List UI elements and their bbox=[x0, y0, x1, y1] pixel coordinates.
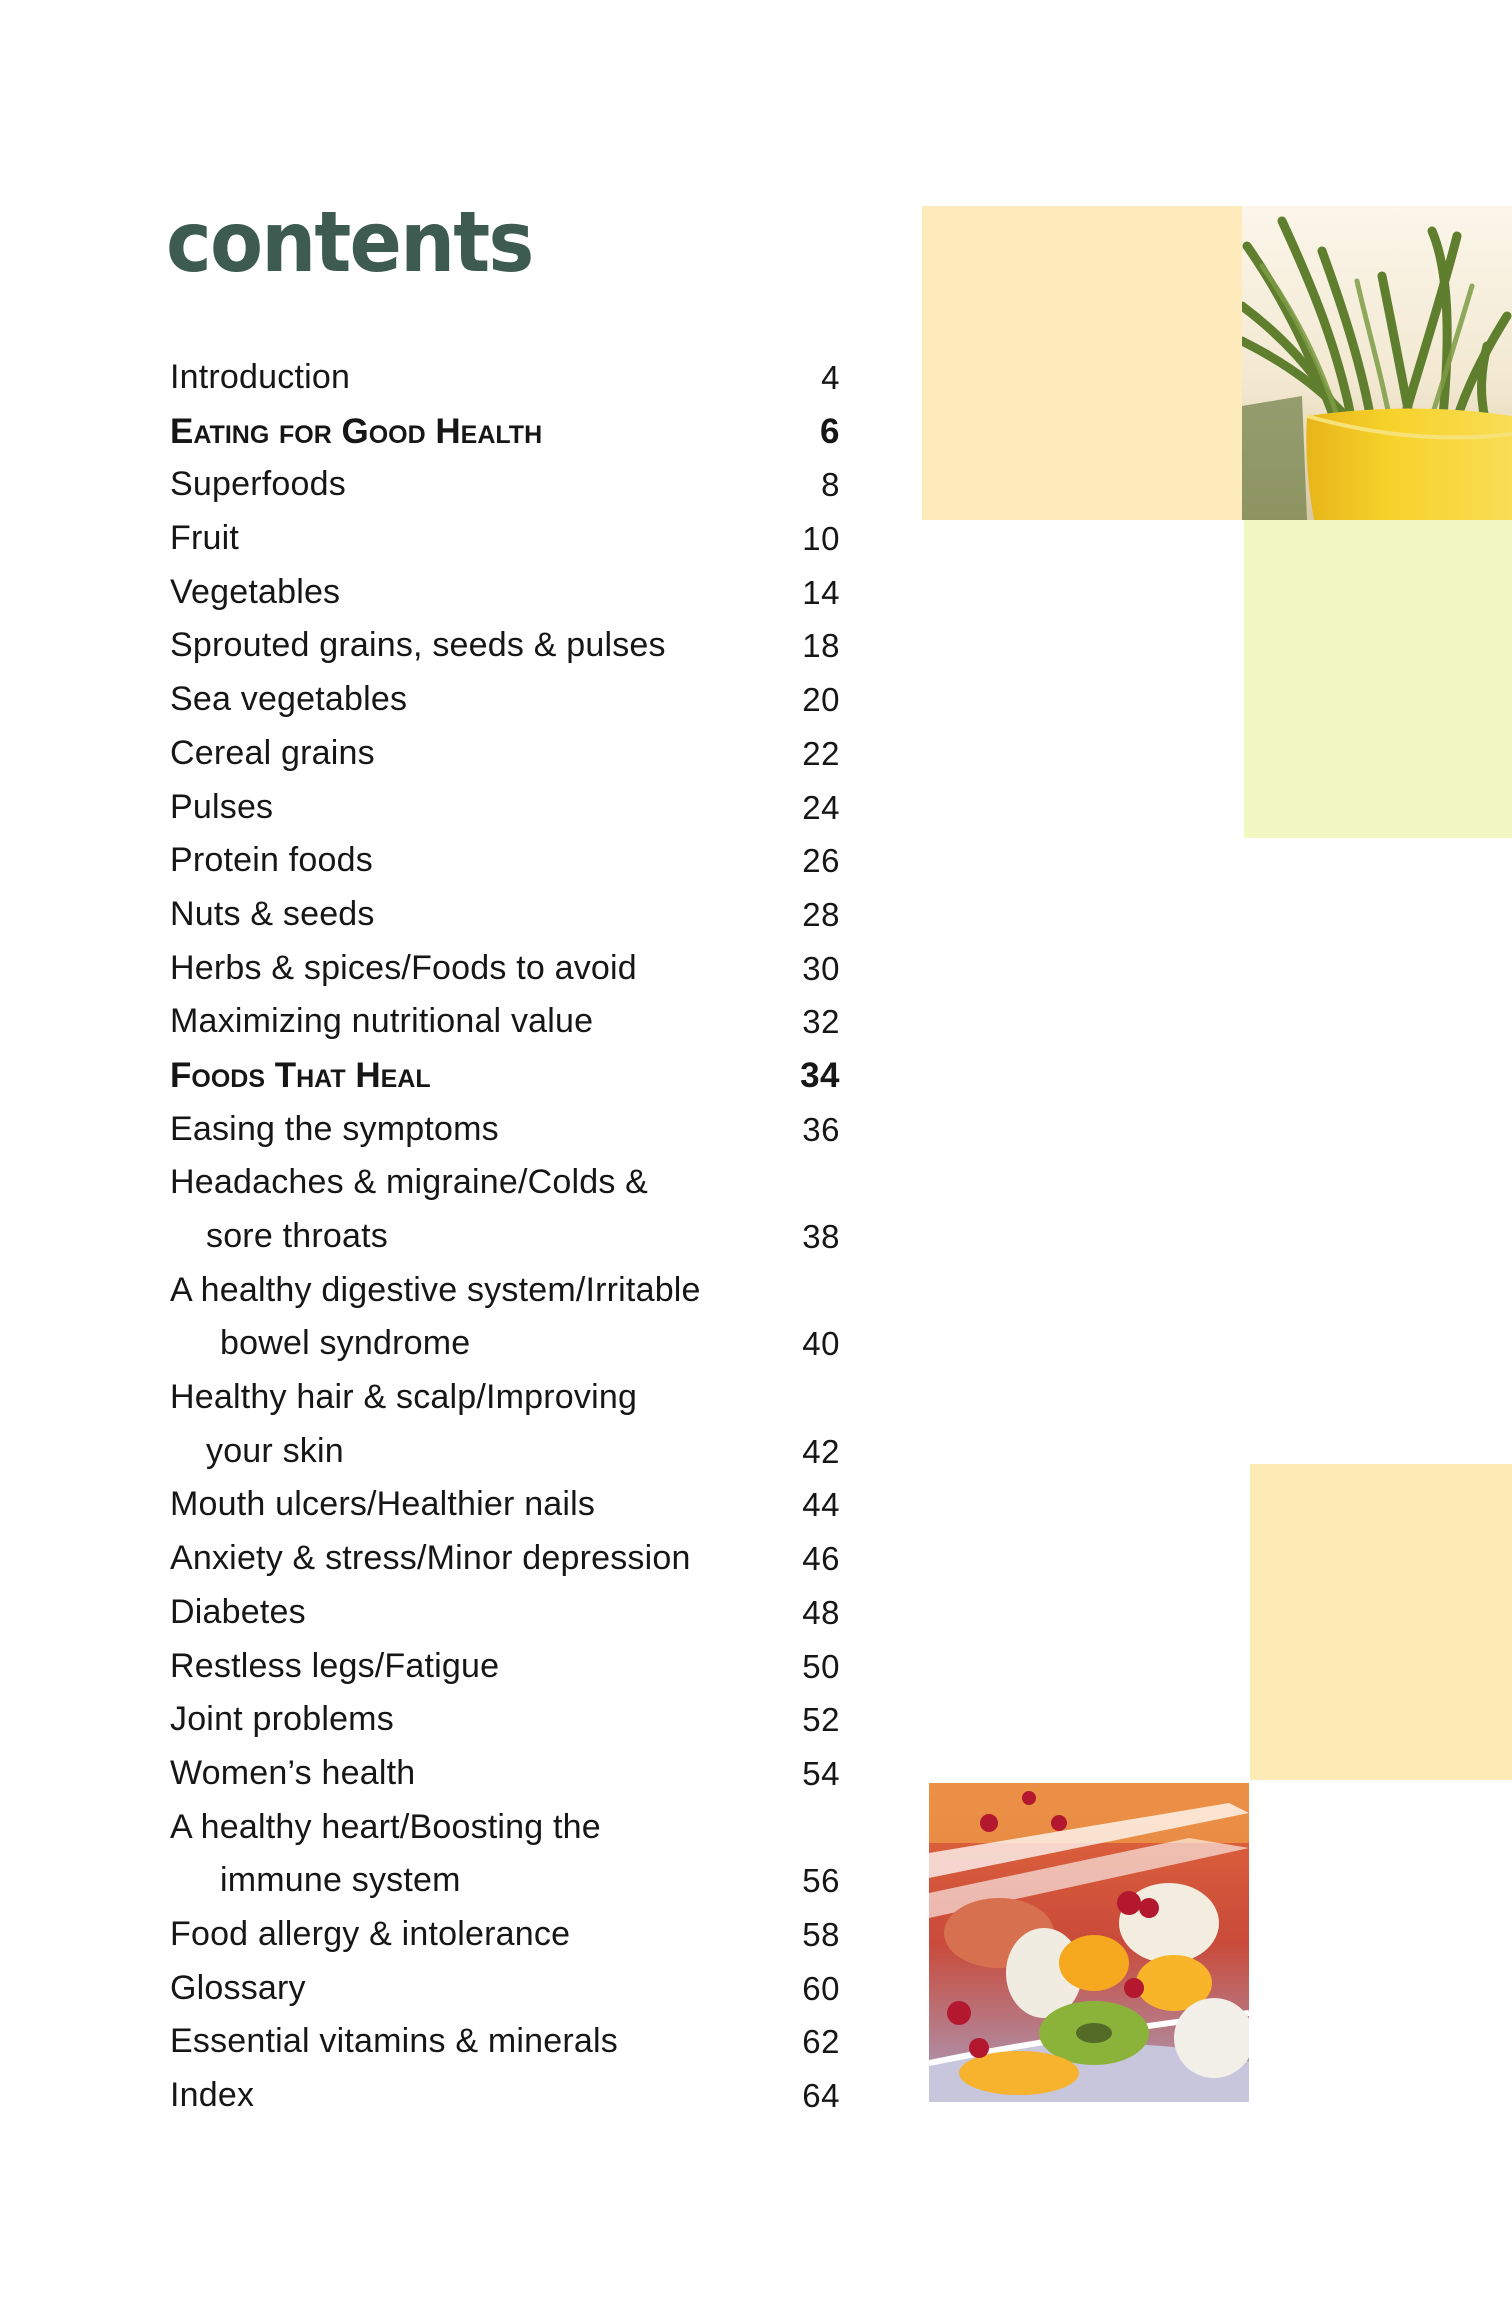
toc-entry-continuation-line: your skin bbox=[206, 1431, 344, 1470]
toc-entry-title bbox=[170, 834, 760, 888]
toc-page-number: 28 bbox=[802, 895, 840, 933]
toc-entry[interactable] bbox=[170, 2069, 840, 2123]
toc-page-number: 44 bbox=[802, 1486, 840, 1524]
toc-entry[interactable] bbox=[170, 942, 840, 996]
toc-entry[interactable] bbox=[170, 1532, 840, 1586]
toc-page-number: 22 bbox=[802, 734, 840, 772]
toc-entry-continuation-line: bowel syndrome bbox=[220, 1324, 471, 1363]
toc-page-number: 18 bbox=[802, 627, 840, 665]
decorative-green-block bbox=[1244, 520, 1512, 838]
toc-page-number: 56 bbox=[802, 1862, 840, 1900]
toc-entry[interactable] bbox=[170, 727, 840, 781]
toc-entry-title bbox=[170, 1747, 760, 1801]
toc-entry-line: Sprouted grains, seeds & pulses bbox=[170, 626, 666, 665]
toc-entry-title bbox=[170, 1962, 760, 2016]
toc-page-number: 20 bbox=[802, 681, 840, 719]
toc-entry-title bbox=[170, 566, 760, 620]
toc-entry-line: Superfoods bbox=[170, 465, 346, 504]
toc-entry-line: Introduction bbox=[170, 358, 351, 396]
toc-entry-title bbox=[170, 1049, 760, 1103]
toc-entry[interactable] bbox=[170, 1908, 840, 1962]
toc-entry[interactable] bbox=[170, 673, 840, 727]
toc-entry-line: Anxiety & stress/Minor depression bbox=[170, 1539, 691, 1578]
fruit-salad-image-icon bbox=[929, 1783, 1249, 2102]
toc-section-heading[interactable] bbox=[170, 405, 840, 459]
decorative-yellow-block-top bbox=[922, 206, 1242, 520]
toc-entry[interactable] bbox=[170, 1156, 840, 1263]
toc-page-number: 48 bbox=[802, 1593, 840, 1631]
toc-entry-continuation-line: sore throats bbox=[206, 1217, 388, 1255]
toc-entry[interactable] bbox=[170, 1586, 840, 1640]
toc-entry[interactable] bbox=[170, 2015, 840, 2069]
toc-page-number: 40 bbox=[802, 1325, 840, 1363]
toc-page-number: 4 bbox=[821, 359, 840, 396]
toc-page-number: 6 bbox=[820, 411, 840, 451]
toc-page-number: 46 bbox=[802, 1540, 840, 1578]
toc-entry[interactable] bbox=[170, 1962, 840, 2016]
toc-entry[interactable] bbox=[170, 1478, 840, 1532]
toc-entry-line: Mouth ulcers/Healthier nails bbox=[170, 1485, 596, 1524]
toc-entry[interactable] bbox=[170, 888, 840, 942]
toc-entry-title bbox=[170, 727, 760, 781]
fruit-salad-photo bbox=[929, 1783, 1249, 2102]
green-beans-image-icon bbox=[1242, 206, 1512, 520]
toc-entry-line: Glossary bbox=[170, 1968, 306, 2007]
toc-entry-line: Food allergy & intolerance bbox=[170, 1914, 571, 1953]
toc-page-number: 26 bbox=[802, 842, 840, 880]
toc-page-number: 38 bbox=[802, 1218, 840, 1255]
toc-entry-title bbox=[170, 1264, 760, 1371]
toc-entry[interactable] bbox=[170, 512, 840, 566]
toc-entry[interactable] bbox=[170, 351, 840, 405]
toc-entry[interactable] bbox=[170, 1747, 840, 1801]
toc-entry-line: Women’s health bbox=[170, 1753, 416, 1792]
toc-entry-title bbox=[170, 458, 760, 512]
toc-entry-title bbox=[170, 1103, 760, 1157]
page-title: contents bbox=[166, 193, 533, 291]
toc-entry-line: Maximizing nutritional value bbox=[170, 1002, 594, 1041]
toc-entry-title bbox=[170, 1532, 760, 1586]
toc-page-number: 36 bbox=[802, 1110, 840, 1148]
toc-entry-title bbox=[170, 1371, 760, 1478]
toc-entry-title bbox=[170, 673, 760, 727]
toc-entry-line: Vegetables bbox=[170, 572, 341, 611]
toc-entry-title bbox=[170, 781, 760, 835]
toc-entry-title bbox=[170, 619, 760, 673]
toc-entry-line: Headaches & migraine/Colds & bbox=[170, 1163, 649, 1202]
toc-entry-title bbox=[170, 2015, 760, 2069]
toc-entry[interactable] bbox=[170, 1801, 840, 1908]
toc-entry-line: Essential vitamins & minerals bbox=[170, 2022, 618, 2061]
toc-entry-line: Herbs & spices/Foods to avoid bbox=[170, 948, 637, 987]
toc-entry[interactable] bbox=[170, 458, 840, 512]
toc-entry[interactable] bbox=[170, 1640, 840, 1694]
toc-entry-line: Foods That Heal bbox=[170, 1055, 431, 1095]
toc-page-number: 58 bbox=[802, 1915, 840, 1953]
toc-entry-line: Cereal grains bbox=[170, 733, 375, 772]
toc-page-number: 64 bbox=[802, 2077, 840, 2114]
toc-section-heading[interactable] bbox=[170, 1049, 840, 1103]
toc-page-number: 10 bbox=[802, 520, 840, 558]
toc-entry-title bbox=[170, 1908, 760, 1962]
toc-entry-title bbox=[170, 1586, 760, 1640]
toc-entry-line: Index bbox=[170, 2076, 255, 2114]
toc-entry[interactable] bbox=[170, 1103, 840, 1157]
toc-entry-title bbox=[170, 1640, 760, 1694]
toc-entry-title bbox=[170, 1801, 760, 1908]
toc-entry-line: Restless legs/Fatigue bbox=[170, 1646, 500, 1685]
toc-entry-line: Diabetes bbox=[170, 1592, 306, 1631]
green-beans-photo bbox=[1242, 206, 1512, 520]
toc-page-number: 42 bbox=[802, 1432, 840, 1470]
toc-entry-line: Pulses bbox=[170, 787, 274, 826]
toc-entry-line: Fruit bbox=[170, 519, 239, 558]
toc-entry[interactable] bbox=[170, 1371, 840, 1478]
toc-page-number: 62 bbox=[802, 2023, 840, 2061]
toc-entry[interactable] bbox=[170, 995, 840, 1049]
toc-entry-line: Eating for Good Health bbox=[170, 411, 543, 451]
toc-entry-line: Healthy hair & scalp/Improving bbox=[170, 1378, 638, 1417]
toc-page-number: 14 bbox=[802, 573, 840, 611]
toc-entry-title bbox=[170, 2069, 760, 2123]
toc-page-number: 32 bbox=[802, 1003, 840, 1041]
toc-entry-line: Nuts & seeds bbox=[170, 894, 375, 933]
toc-entry-line: Sea vegetables bbox=[170, 680, 408, 719]
toc-entry[interactable] bbox=[170, 1693, 840, 1747]
toc-entry-title bbox=[170, 888, 760, 942]
toc-entry-title bbox=[170, 942, 760, 996]
toc-entry[interactable] bbox=[170, 1264, 840, 1371]
toc-entry[interactable] bbox=[170, 566, 840, 620]
toc-entry-line: A healthy digestive system/Irritable bbox=[170, 1270, 701, 1309]
toc-entry[interactable] bbox=[170, 781, 840, 835]
toc-entry-title bbox=[170, 1156, 760, 1263]
toc-page-number: 30 bbox=[802, 949, 840, 987]
toc-page-number: 34 bbox=[800, 1055, 840, 1095]
toc-entry-title bbox=[170, 512, 760, 566]
toc-entry-line: Protein foods bbox=[170, 841, 373, 880]
toc-entry-title bbox=[170, 405, 760, 459]
toc-page-number: 52 bbox=[802, 1701, 840, 1739]
toc-page-number: 50 bbox=[802, 1647, 840, 1685]
toc-entry-title bbox=[170, 1478, 760, 1532]
table-of-contents bbox=[170, 351, 840, 2123]
toc-entry-title bbox=[170, 995, 760, 1049]
toc-entry-continuation-line: immune system bbox=[220, 1861, 461, 1900]
toc-page-number: 24 bbox=[802, 788, 840, 826]
toc-entry-line: A healthy heart/Boosting the bbox=[170, 1807, 601, 1846]
toc-page-number: 60 bbox=[802, 1969, 840, 2007]
toc-entry[interactable] bbox=[170, 834, 840, 888]
toc-page-number: 8 bbox=[821, 466, 840, 504]
toc-entry-title bbox=[170, 1693, 760, 1747]
decorative-yellow-block-bottom bbox=[1250, 1464, 1512, 1780]
toc-entry-line: Joint problems bbox=[170, 1700, 394, 1739]
toc-entry[interactable] bbox=[170, 619, 840, 673]
toc-page-number: 54 bbox=[802, 1754, 840, 1792]
toc-entry-line: Easing the symptoms bbox=[170, 1109, 499, 1148]
toc-entry-title bbox=[170, 351, 760, 405]
